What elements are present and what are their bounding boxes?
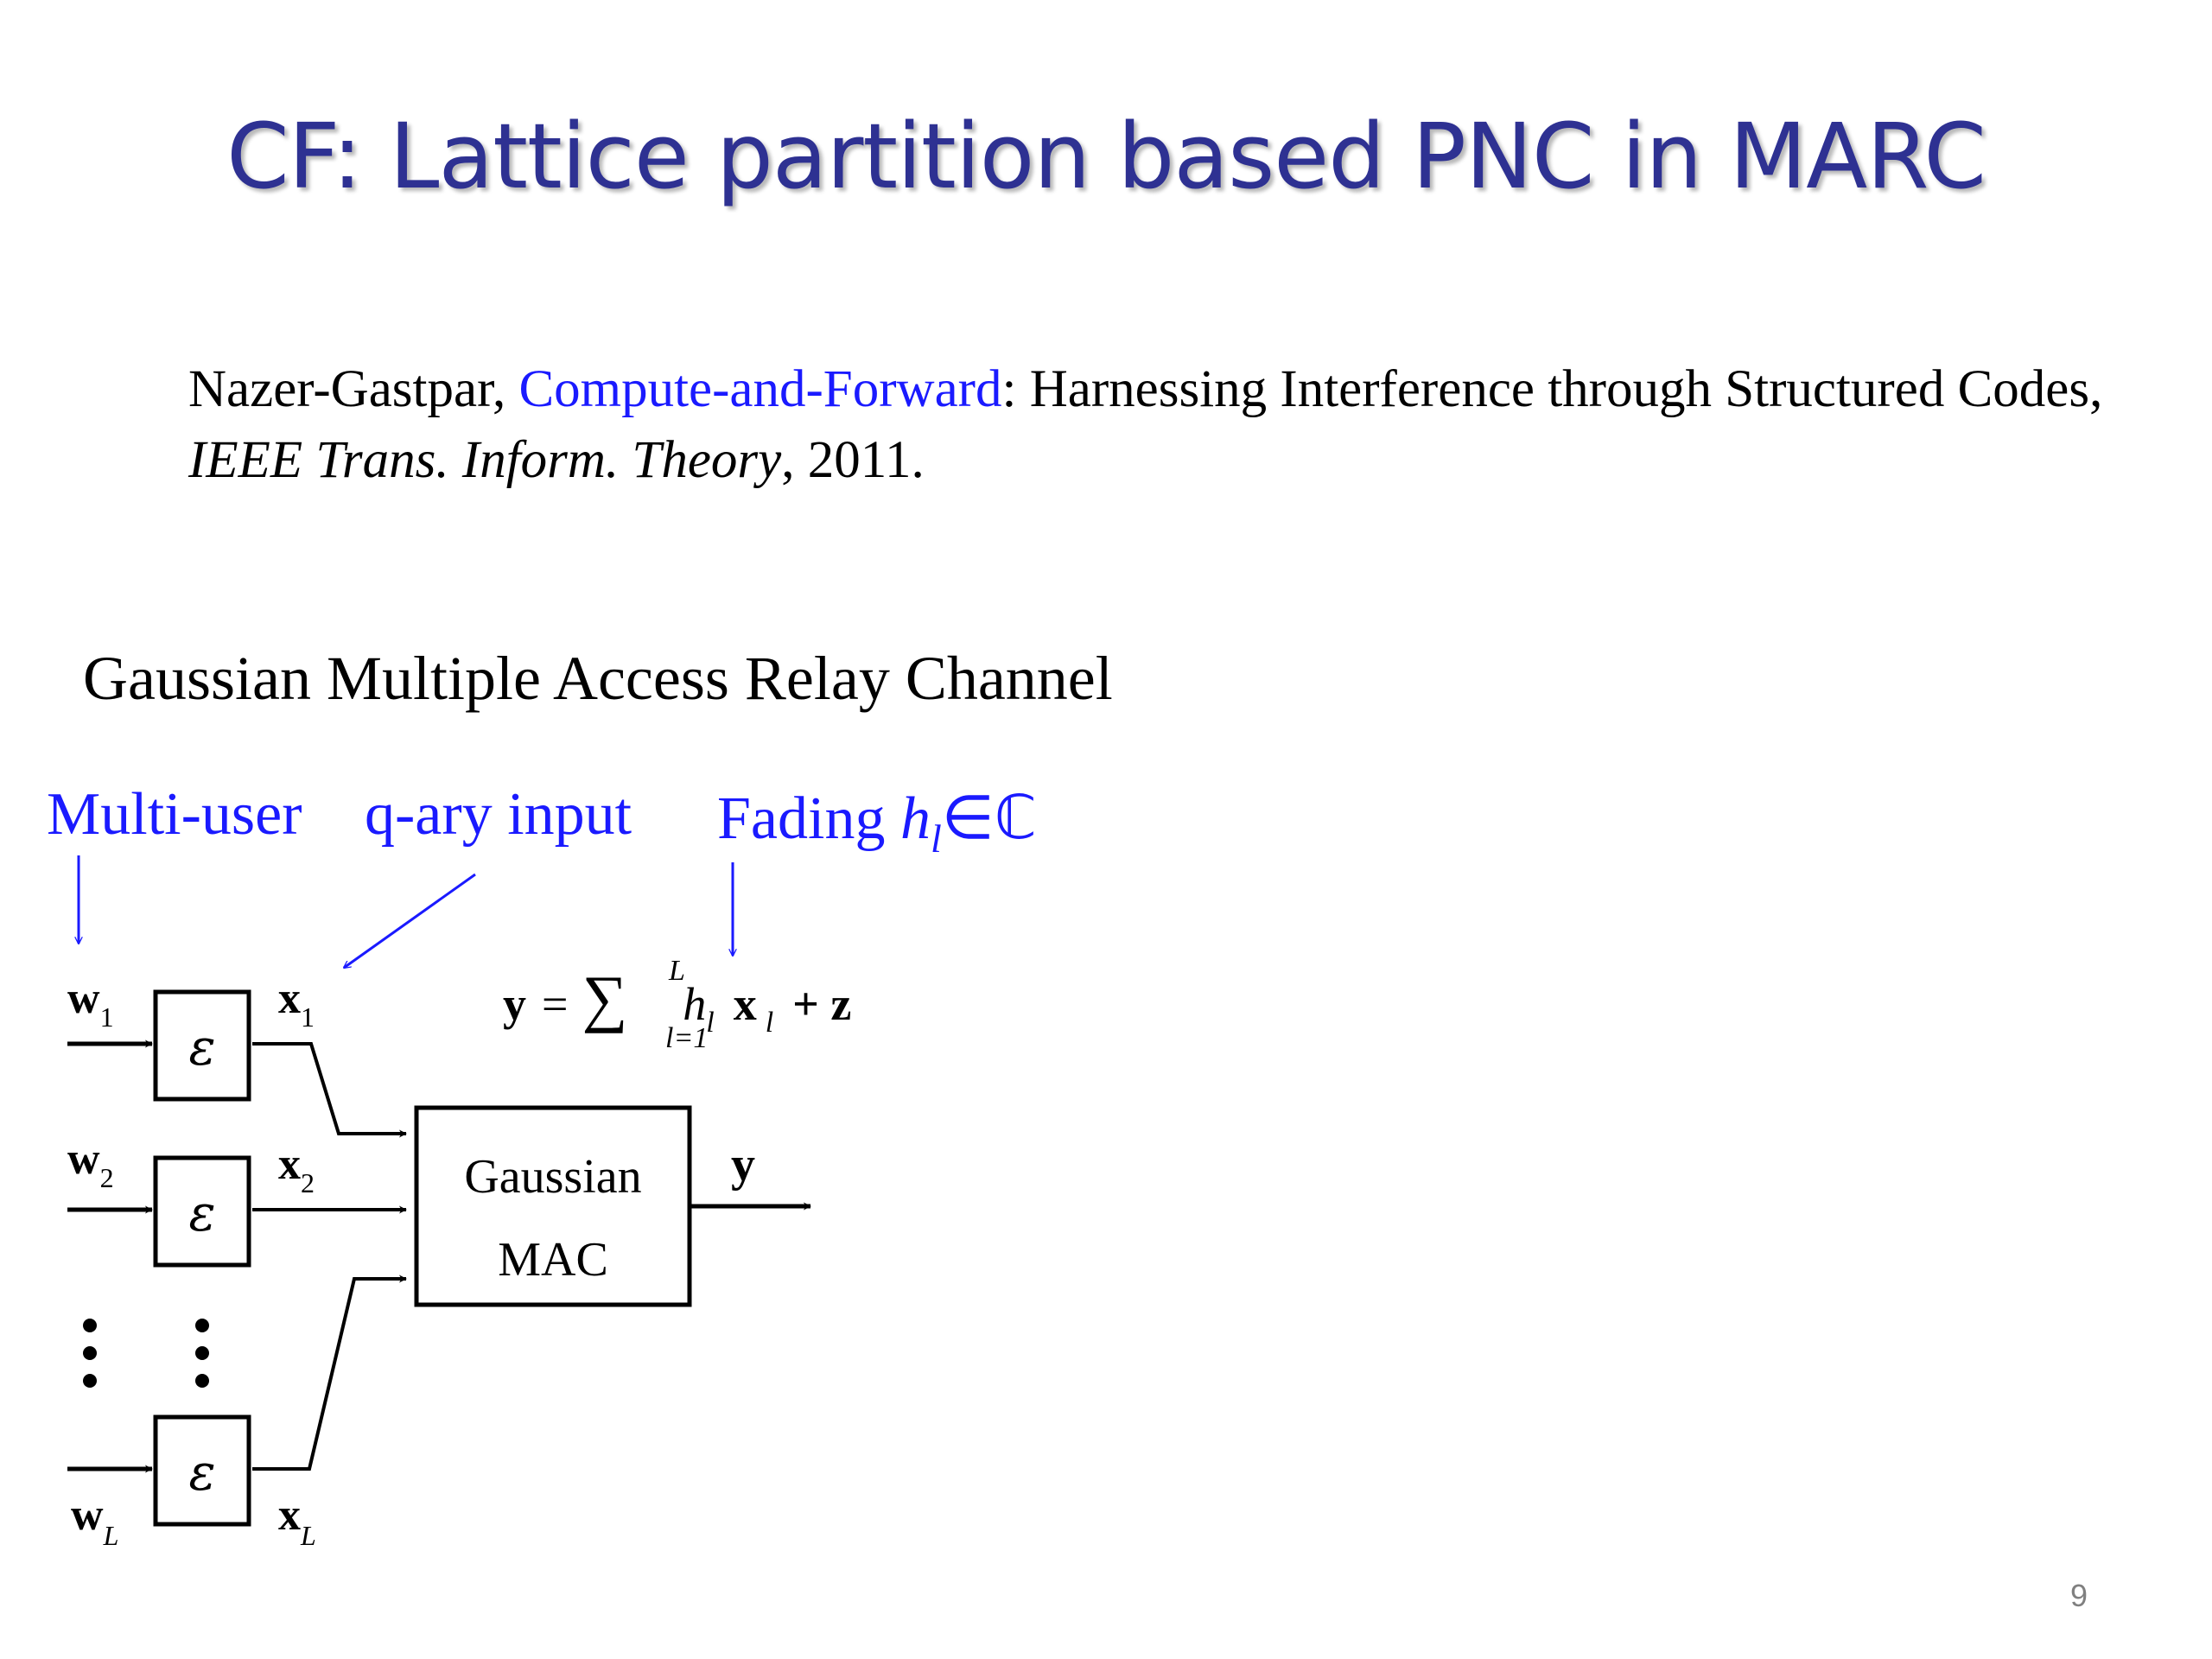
eq-sum-lower: l=1 — [665, 1022, 709, 1054]
output-y: y — [731, 1138, 755, 1192]
section-heading: Gaussian Multiple Access Relay Channel — [83, 644, 1113, 713]
qary-input-label: q-ary input — [365, 781, 632, 848]
mac-line2: MAC — [498, 1233, 608, 1287]
eq-h: h — [683, 978, 707, 1030]
qary-input-arrow — [344, 874, 475, 968]
output-xL: $x_L$ — [278, 1491, 316, 1551]
citation-authors: Nazer-Gastpar, — [188, 360, 519, 418]
fading-label — [717, 785, 1037, 861]
output-x2: $x_2$ — [278, 1140, 315, 1198]
citation-title: : Harnessing Interference through Structured Codes, — [1001, 360, 2103, 418]
path-xL — [252, 1279, 406, 1469]
eq-x-sub: l — [765, 1007, 774, 1039]
path-x1 — [252, 1044, 406, 1134]
fading-text: Fading — [717, 785, 900, 852]
fading-sub: l — [930, 817, 942, 861]
citation-journal: IEEE Trans. Inform. Theory — [188, 431, 782, 489]
multi-user-label: Multi-user — [47, 781, 302, 848]
fading-h: h — [899, 785, 931, 852]
ellipsis-inputs — [83, 1319, 209, 1388]
mac-line1: Gaussian — [464, 1150, 642, 1204]
output-x1: $x_1$ — [278, 974, 315, 1033]
citation-year: , 2011. — [781, 431, 925, 489]
compute-and-forward-link[interactable]: Compute-and-Forward — [518, 360, 1002, 418]
eq-tail: + z — [792, 978, 852, 1030]
page-number: 9 — [2070, 1578, 2088, 1613]
fading-set: ∈ℂ — [941, 785, 1037, 852]
eq-sum-upper: L — [669, 955, 685, 987]
input-wL: $w_L$ — [71, 1491, 119, 1551]
eq-h-sub: l — [706, 1007, 715, 1039]
encoder-2-symbol: ε — [188, 1184, 216, 1243]
encoder-L-symbol: ε — [188, 1443, 216, 1502]
input-w1: $w_1$ — [67, 974, 114, 1033]
slide-title: CF: Lattice partition based PNC in MARC — [226, 104, 1986, 209]
eq-sum: ∑ — [582, 963, 628, 1034]
input-w2: $w_2$ — [67, 1135, 114, 1193]
eq-y: y — [503, 978, 526, 1030]
encoder-1-symbol: ε — [188, 1018, 216, 1077]
eq-equals: = — [542, 978, 569, 1030]
eq-x: x — [733, 978, 757, 1030]
